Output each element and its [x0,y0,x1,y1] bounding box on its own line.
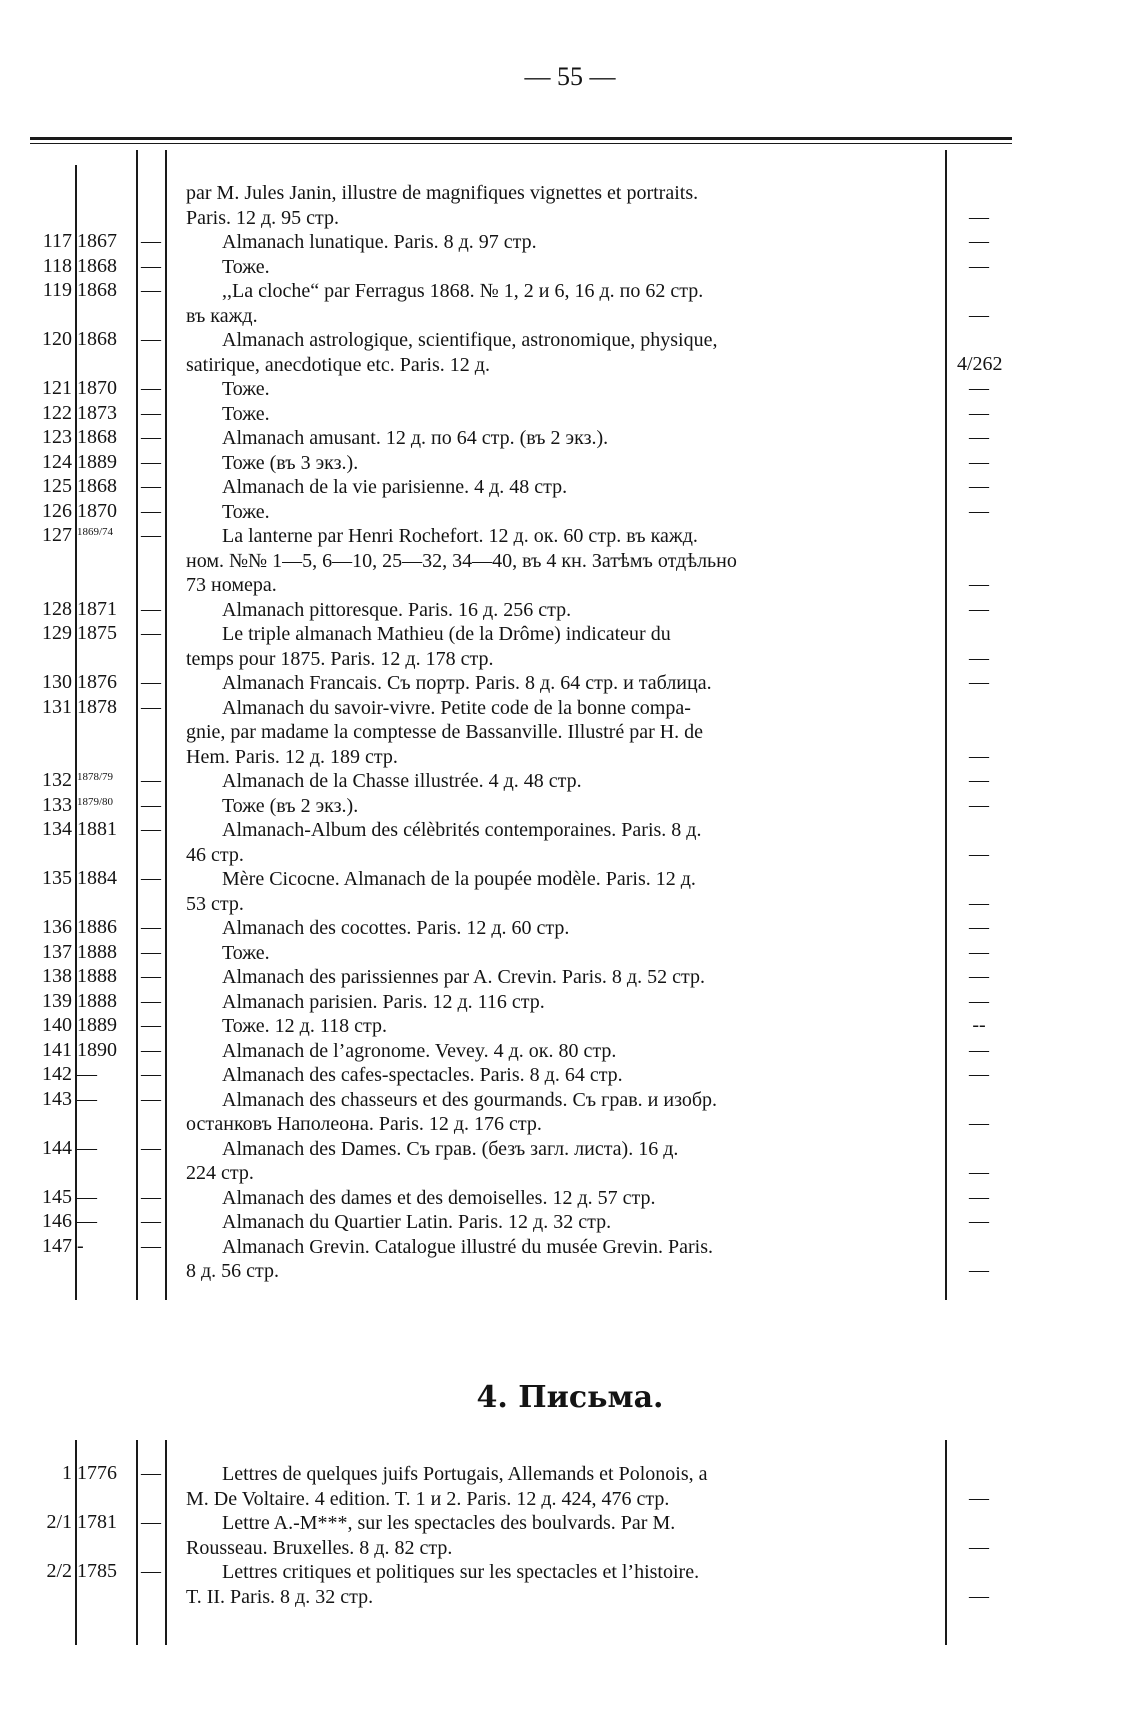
description-line: Lettres critiques et politiques sur les spectacles et l’histoire. [222,1561,700,1583]
entry-row [0,1560,1140,1609]
dash-column: — [141,499,161,522]
description-line: Almanach parisien. Paris. 12 д. 116 стр. [222,990,545,1013]
dash-column: — [141,377,161,399]
entry-number: 145 [42,1185,72,1208]
description-line: Almanach amusant. 12 д. по 64 стр. (въ 2 экз.). [222,427,609,449]
copies-column: — [969,842,989,865]
entry-row [0,1511,1140,1560]
description-line: 224 стр. [186,1162,254,1184]
entry-year: — [77,1185,97,1208]
copies-column: — [969,377,989,399]
entry-year: 1873 [77,401,117,424]
dash-column: — [141,1038,161,1061]
dash-column: — [141,1087,161,1110]
description-line: въ кажд. [186,304,258,327]
entry-description [186,622,937,671]
entry-year: 1878/79 [77,771,114,783]
dash-column: — [141,475,161,497]
entry-row [0,965,1140,990]
copies-column: — [969,303,989,326]
entry-row [0,279,1140,328]
dash-column: — [141,230,161,252]
entry-number: 127 [42,524,72,546]
dash-column: — [141,916,161,938]
entry-year: — [77,1136,97,1159]
entry-description [186,1186,937,1211]
entry-year: 1888 [77,965,117,987]
description-line: Rousseau. Bruxelles. 8 д. 82 стр. [186,1536,453,1559]
entry-year: 1886 [77,916,117,938]
description-line: Almanach des parissiennes par A. Crevin. Paris. 8 д. 52 стр. [222,966,705,988]
description-line: 53 стр. [186,892,244,915]
entry-row [0,1088,1140,1137]
dash-column: — [141,1136,161,1159]
entry-row [0,1063,1140,1088]
section-title: 4. Письма. [476,1380,664,1415]
entry-number: 139 [42,989,72,1012]
entry-year: 1871 [77,597,117,620]
copies-column: — [969,916,989,938]
entry-description [186,1137,937,1186]
entry-row [0,1039,1140,1064]
description-line: Тоже (въ 3 экз.). [222,451,359,474]
entry-row [0,255,1140,280]
entry-row [0,818,1140,867]
entry-description [186,500,937,525]
entry-row [0,475,1140,500]
entry-row [0,524,1140,598]
entry-row [0,402,1140,427]
entry-row [0,1210,1140,1235]
entry-number: 2/1 [46,1511,72,1533]
entry-year: 1868 [77,475,117,497]
entry-year: — [77,1087,97,1110]
entry-number: 120 [42,328,72,350]
dash-column: — [141,867,161,889]
entry-number: 123 [42,426,72,448]
entry-description [186,402,937,427]
entry-row [0,916,1140,941]
entry-number: 133 [42,793,72,816]
header-rule [30,137,1012,140]
entry-year: 1888 [77,989,117,1012]
dash-column: — [141,671,161,693]
dash-column: — [141,1014,161,1036]
copies-column: — [969,1584,989,1607]
description-line: 46 стр. [186,843,244,866]
description-line: Тоже. [222,255,270,278]
entry-year: 1881 [77,818,117,840]
copies-column: — [969,769,989,791]
entry-row [0,794,1140,819]
copies-column: — [969,940,989,963]
entry-number: 138 [42,965,72,987]
description-line: satirique, anecdotique etc. Paris. 12 д. [186,353,490,376]
entry-number: 1 [62,1462,72,1484]
dash-column: — [141,279,161,301]
entry-number: 130 [42,671,72,693]
copies-column: — [969,744,989,767]
entry-number: 144 [42,1136,72,1159]
copies-column: — [969,1259,989,1281]
copies-column: — [969,1185,989,1208]
entry-description [186,867,937,916]
dash-column: — [141,401,161,424]
entry-description [186,426,937,451]
description-line: Hem. Paris. 12 д. 189 стр. [186,745,398,768]
copies-column: — [969,671,989,693]
entry-number: 140 [42,1014,72,1036]
description-line: temps pour 1875. Paris. 12 д. 178 стр. [186,647,494,670]
entry-row [0,696,1140,770]
entry-year: 1878 [77,695,117,718]
entry-description [186,671,937,696]
entry-description [186,794,937,819]
entry-number: 122 [42,401,72,424]
description-line: Almanach-Album des célèbrités contemporaines. Paris. 8 д. [222,819,702,841]
description-line: Almanach astrologique, scientifique, astronomique, physique, [222,329,718,351]
entry-description [186,1039,937,1064]
entry-description [186,475,937,500]
entry-description [186,279,937,328]
entry-number: 141 [42,1038,72,1061]
description-line: Almanach des cocottes. Paris. 12 д. 60 стр. [222,917,570,939]
dash-column: — [141,989,161,1012]
entry-row [0,426,1140,451]
entry-row [0,1235,1140,1284]
entry-description [186,1560,937,1609]
entry-year: — [77,1063,97,1085]
dash-column: — [141,695,161,718]
entry-year: 1890 [77,1038,117,1061]
copies-column: — [969,597,989,620]
dash-column: — [141,940,161,963]
entry-description [186,1511,937,1560]
entry-number: 146 [42,1210,72,1232]
entry-year: 1776 [77,1462,117,1484]
copies-column: — [969,891,989,914]
description-line: Almanach pittoresque. Paris. 16 д. 256 стр. [222,598,572,621]
entry-number: 147 [42,1234,72,1257]
entry-description [186,255,937,280]
entry-row [0,1137,1140,1186]
entry-number: 2/2 [46,1560,72,1582]
copies-column: — [969,1535,989,1558]
description-line: Тоже. [222,378,270,400]
description-line: Almanach de la Chasse illustrée. 4 д. 48 стр. [222,770,582,792]
entry-row [0,990,1140,1015]
entry-row [0,1014,1140,1039]
entry-description [186,1462,937,1511]
description-line: Almanach des dames et des demoiselles. 12 д. 57 стр. [222,1186,656,1209]
entry-number: 126 [42,499,72,522]
entry-number: 142 [42,1063,72,1085]
entry-description [186,818,937,867]
entry-number: 118 [42,254,72,277]
dash-column: — [141,254,161,277]
entry-year: 1876 [77,671,117,693]
entry-number: 143 [42,1087,72,1110]
entry-description [186,1063,937,1088]
entry-year: 1879/80 [77,795,114,808]
dash-column: — [141,1234,161,1257]
entry-number: 117 [42,230,72,252]
entry-row [0,328,1140,377]
entry-description [186,1014,937,1039]
entry-number: 128 [42,597,72,620]
entry-year: 1781 [77,1511,117,1533]
copies-column: — [969,989,989,1012]
description-line: Тоже. [222,402,270,425]
entry-description [186,916,937,941]
entry-description [186,1210,937,1235]
entry-number: 137 [42,940,72,963]
description-line: 8 д. 56 стр. [186,1260,280,1282]
copies-column: — [969,1038,989,1061]
description-line: Almanach du Quartier Latin. Paris. 12 д. 32 стр. [222,1211,612,1233]
copies-column: — [969,475,989,497]
entry-description [186,1235,937,1284]
copies-column: — [969,793,989,816]
entry-number: 119 [42,279,72,301]
entry-row [0,1186,1140,1211]
entry-number: 136 [42,916,72,938]
copies-column: — [969,254,989,277]
entry-year: 1868 [77,328,117,350]
entry-description [186,1088,937,1137]
description-line: ,,La cloche“ par Ferragus 1868. № 1, 2 и 6, 16 д. по 62 стр. [222,280,704,302]
entry-description [186,230,937,255]
copies-column: — [969,401,989,424]
copies-column: — [969,230,989,252]
entry-number: 134 [42,818,72,840]
entry-description [186,696,937,770]
copies-column: — [969,573,989,595]
description-line: останковъ Наполеона. Paris. 12 д. 176 стр. [186,1113,542,1135]
description-line: Mère Cicocne. Almanach de la poupée modèle. Paris. 12 д. [222,868,696,890]
copies-column: — [969,1486,989,1509]
copies-column: — [969,1161,989,1183]
entry-year: 1889 [77,1014,117,1036]
copies-column: — [969,450,989,473]
description-line: gnie, par madame la comptesse de Bassanville. Illustré par H. de [186,721,704,743]
page-number: — 55 — [524,62,616,91]
dash-column: — [141,1560,161,1582]
entry-description [186,965,937,990]
description-line: Тоже. 12 д. 118 стр. [222,1015,387,1037]
entry-number: 125 [42,475,72,497]
copies-column: — [969,1112,989,1134]
entry-year: — [77,1210,97,1232]
copies-column: — [969,1063,989,1085]
entry-row [0,671,1140,696]
dash-column: — [141,1462,161,1484]
dash-column: — [141,328,161,350]
copies-column: — [969,646,989,669]
dash-column: — [141,965,161,987]
intro-row [0,181,1140,230]
description-line: Almanach de l’agronome. Vevey. 4 д. ок. 80 стр. [222,1039,617,1062]
entry-year: 1875 [77,622,117,644]
description-line: Тоже (въ 2 экз.). [222,794,359,817]
description-line: Le triple almanach Mathieu (de la Drôme) indicateur du [222,623,671,645]
entry-number: 124 [42,450,72,473]
entry-description [186,990,937,1015]
entry-year: - [77,1234,84,1257]
entry-row [0,598,1140,623]
entry-row [0,941,1140,966]
entry-description [186,524,937,598]
description-line: Almanach lunatique. Paris. 8 д. 97 стр. [222,231,537,253]
description-line: Almanach des cafes-spectacles. Paris. 8 д. 64 стр. [222,1064,623,1086]
header-rule-thin [30,143,1012,144]
copies-column: — [969,426,989,448]
entry-row [0,769,1140,794]
description-line: La lanterne par Henri Rochefort. 12 д. ок. 60 стр. въ кажд. [222,525,698,547]
entry-number: 132 [42,769,72,791]
entry-description [186,598,937,623]
dash-column: — [141,1063,161,1085]
entry-number: 121 [42,377,72,399]
entry-number: 131 [42,695,72,718]
description-line: ном. №№ 1—5, 6—10, 25—32, 34—40, въ 4 кн. Затѣмъ отдѣльно [186,549,737,572]
dash-column: — [141,1185,161,1208]
description-line: Тоже. [222,500,270,523]
entry-row [0,377,1140,402]
description-line: Paris. 12 д. 95 стр. [186,206,340,229]
copies-column: — [969,965,989,987]
description-line: Almanach Grevin. Catalogue illustré du musée Grevin. Paris. [222,1235,713,1258]
entry-year: 1785 [77,1560,117,1582]
dash-column: — [141,426,161,448]
entry-description [186,941,937,966]
entry-year: 1868 [77,426,117,448]
description-line: Lettre A.-M***, sur les spectacles des boulvards. Par M. [222,1512,676,1534]
entry-row [0,867,1140,916]
copies-column: — [969,1210,989,1232]
entry-row [0,230,1140,255]
entry-description [186,181,937,230]
entry-description [186,769,937,794]
dash-column: — [141,450,161,473]
copies-column: — [969,205,989,228]
entry-year: 1869/74 [77,526,114,538]
entry-row [0,1462,1140,1511]
dash-column: — [141,1511,161,1533]
description-line: 73 номера. [186,574,277,596]
dash-column: — [141,597,161,620]
dash-column: — [141,622,161,644]
entry-year: 1867 [77,230,117,252]
entry-description [186,328,937,377]
entry-description [186,377,937,402]
entry-year: 1884 [77,867,117,889]
description-line: Almanach des chasseurs et des gourmands. Съ грав. и изобр. [222,1088,718,1111]
description-line: Almanach de la vie parisienne. 4 д. 48 стр. [222,476,568,498]
entry-year: 1868 [77,279,117,301]
entry-row [0,500,1140,525]
dash-column: — [141,524,161,546]
description-line: Тоже. [222,941,270,964]
description-line: Lettres de quelques juifs Portugais, Allemands et Polonois, a [222,1463,708,1485]
entry-number: 135 [42,867,72,889]
description-line: Almanach Francais. Съ портр. Paris. 8 д. 64 стр. и таблица. [222,672,712,694]
description-line: Almanach des Dames. Съ грав. (безъ загл. листа). 16 д. [222,1137,679,1160]
description-line: T. II. Paris. 8 д. 32 стр. [186,1585,374,1608]
dash-column: — [141,1210,161,1232]
description-line: par M. Jules Janin, illustre de magnifiques vignettes et portraits. [186,182,699,204]
entry-year: 1868 [77,254,117,277]
dash-column: — [141,793,161,816]
entry-description [186,451,937,476]
entry-year: 1888 [77,940,117,963]
entry-number: 129 [42,622,72,644]
entry-year: 1870 [77,499,117,522]
dash-column: — [141,818,161,840]
copies-column: — [969,499,989,522]
entry-year: 1870 [77,377,117,399]
copies-column: 4/262 [957,352,1003,375]
description-line: M. De Voltaire. 4 edition. T. 1 и 2. Paris. 12 д. 424, 476 стр. [186,1487,670,1510]
dash-column: — [141,769,161,791]
entry-year: 1889 [77,450,117,473]
entry-row [0,451,1140,476]
entry-row [0,622,1140,671]
copies-column: -- [972,1014,986,1036]
description-line: Almanach du savoir-vivre. Petite code de la bonne compa- [222,696,691,719]
